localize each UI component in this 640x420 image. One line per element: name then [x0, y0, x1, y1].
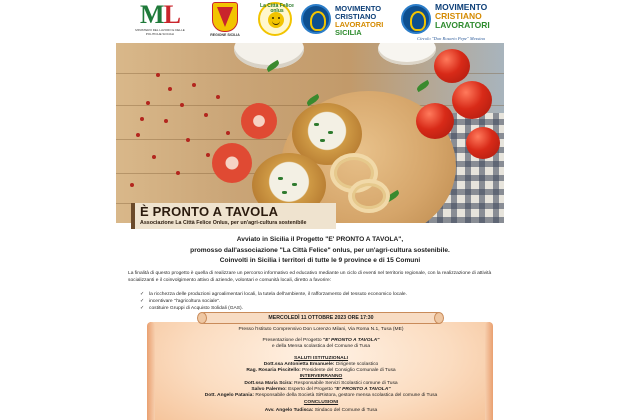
speaker-role: Presidente del Consiglio Comunale di Tusa	[300, 368, 396, 373]
announcement-line: promosso dall'associazione "La Città Felice" onlus, per un'agri-cultura sostenibile.	[190, 246, 450, 254]
mcl-sicilia-line3: LAVORATORI	[335, 20, 384, 29]
list-item-text: costituire Gruppi di Acquisto Solidali (GAS).	[149, 306, 244, 311]
regione-caption: REGIONE SICILIA	[210, 33, 240, 37]
mcl-badge-icon	[401, 4, 431, 34]
speaker-name: Dott. Angelo Patania:	[204, 393, 255, 398]
ministero-caption: MINISTERO DEL LAVORO E DELLE POLITICHE SOCIALI	[135, 28, 185, 36]
greetings-heading: SALUTI ISTITUZIONALI	[293, 356, 349, 361]
citta-felice-logo	[258, 2, 294, 40]
logo-strip	[0, 0, 640, 44]
list-item-text: la ricchezza delle produzioni agroalimentari locali, la tutela dell'ambiente, il rafforzamento del tessuto economico locale.	[149, 292, 408, 297]
event-parchment	[150, 322, 490, 420]
page-title: È PRONTO A TAVOLA	[140, 204, 279, 219]
goals-list	[140, 291, 510, 312]
logo-mark-l: L	[163, 0, 180, 29]
mcl-circolo-logo	[401, 2, 501, 44]
speaker-role: Responsabile della Società SiRistora, gestore mensa scolastica del comune di Tusa	[254, 393, 438, 398]
page-subtitle: Associazione La Città Felice Onlus, per un'agri-cultura sostenibile	[140, 220, 307, 226]
mcl-sicilia-line1: MOVIMENTO	[335, 4, 382, 13]
intro-paragraph: La finalità di questo progetto è quella di realizzare un percorso informativo ed educativo mediante un ciclo di eventi nel territorio regionale, con la realizzazione di attività socializzanti e il coinvolgimento attivo di aziende, volontari e comunità locali, diretto a favorire:	[128, 271, 492, 283]
speaker-role: Esperto del Progetto	[286, 387, 335, 392]
tomato	[416, 103, 454, 139]
project-title: "E' PRONTO A TAVOLA"	[334, 387, 391, 392]
onion-ring	[348, 179, 390, 213]
speaker-name: Dott.ssa Maria Scira:	[244, 381, 293, 386]
hero-food-photo	[116, 43, 504, 223]
speaker-line	[151, 393, 491, 399]
speaker-role: Dirigente scolastico	[334, 362, 379, 367]
mcl-circolo-line1: MOVIMENTO	[435, 2, 488, 12]
smiley-badge-icon	[258, 2, 292, 36]
speaker-role: Responsabile Servizi Scolastici comune di Tusa	[292, 381, 398, 386]
checkmark-icon: ✓	[140, 298, 145, 304]
checkmark-icon: ✓	[140, 305, 145, 311]
list-item-text: incentivare "l'agricoltura sociale".	[149, 299, 221, 304]
list-item	[140, 298, 510, 305]
logo-mark-m: M	[140, 0, 164, 29]
smiley-face-icon	[268, 12, 284, 28]
event-date: MERCOLEDÌ 11 OTTOBRE 2023 ORE 17:30	[268, 315, 374, 321]
scroll-curl	[197, 312, 207, 324]
mcl-badge-icon	[301, 4, 331, 34]
scroll-curl	[434, 312, 444, 324]
ministero-lavoro-logo	[135, 2, 185, 40]
project-title: "E' PRONTO A TAVOLA"	[322, 338, 380, 343]
presentation-line2: e della Mensa scolastica del Comune di Tusa	[271, 344, 371, 349]
announcement-line: Avviato in Sicilia il Progetto "E' PRONTO A TAVOLA",	[236, 236, 404, 243]
speakers-heading: INTERVERRANNO	[299, 374, 343, 379]
event-venue: Presso l'Istituto Comprensivo Don Lorenzo Milani, Via Roma N.1, Tusa (ME)	[238, 327, 404, 332]
tomato	[434, 49, 470, 83]
checkmark-icon: ✓	[140, 291, 145, 297]
speaker-name: Rag. Rosaria Piscitello:	[246, 368, 301, 373]
mcl-circolo-line3: LAVORATORI	[435, 20, 490, 30]
presentation-prefix: Presentazione del Progetto	[262, 338, 323, 343]
announcement-line: Coinvolti in Sicilia i territori di tutte le 9 province e di 15 Comuni	[219, 257, 421, 264]
mcl-circolo-subtitle: Circolo "Don Rosario Pepe" Messina	[417, 36, 485, 41]
mcl-circolo-line2: CRISTIANO	[435, 11, 482, 21]
speaker-name: Dott.ssa Antonietta Emanuele:	[263, 362, 335, 367]
conclusion-line	[151, 408, 491, 414]
trinacria-shield-icon	[212, 2, 238, 32]
bowl	[378, 43, 436, 65]
announcement	[140, 235, 500, 267]
regione-sicilia-logo	[207, 2, 243, 42]
conclusions-heading: CONCLUSIONI	[303, 400, 339, 405]
speaker-name: Avv. Angelo Tudisca:	[264, 408, 314, 413]
tomato	[452, 81, 492, 119]
tomato-half	[212, 143, 252, 183]
tomato	[466, 127, 500, 159]
speaker-name: Salvo Palermo:	[251, 387, 287, 392]
list-item	[140, 291, 510, 298]
speaker-role: Sindaco del Comune di Tusa	[313, 408, 378, 413]
event-date-scroll	[197, 310, 444, 326]
mcl-sicilia-logo	[301, 2, 391, 40]
citta-felice-text: La Città Felice onlus	[260, 3, 294, 14]
tomato-half	[241, 103, 277, 139]
mcl-sicilia-line4: SICILIA	[335, 28, 362, 37]
mcl-sicilia-line2: CRISTIANO	[335, 12, 377, 21]
title-banner	[131, 203, 336, 229]
